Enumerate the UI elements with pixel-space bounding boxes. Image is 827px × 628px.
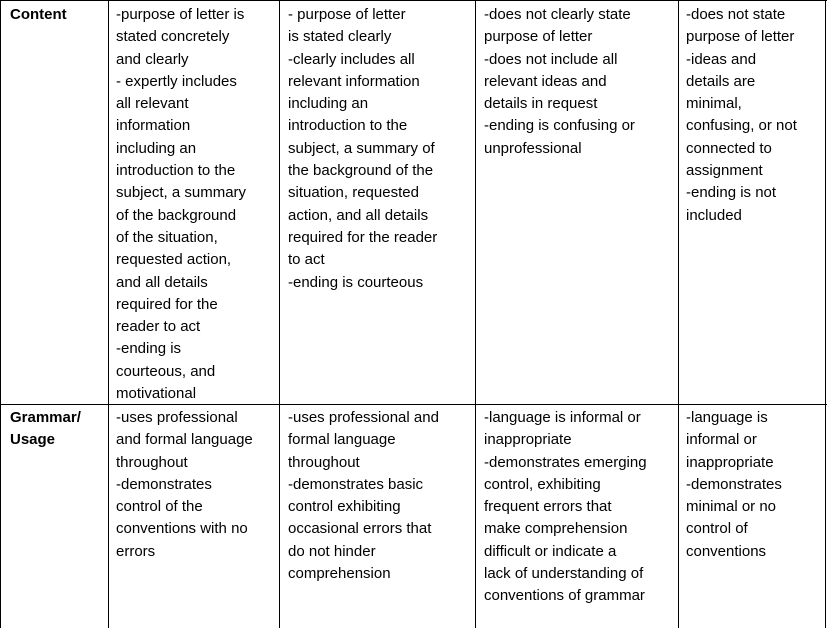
column-divider <box>678 0 679 628</box>
content-proficient-cell: - purpose of letter is stated clearly -clearly includes all relevant information including an introduction to the subject, a summary of the background of the situation, requested action, and all details required for the reader to act -ending is courteous <box>288 6 438 291</box>
grammar-exemplary-cell: -uses professional and formal language throughout -demonstrates control of the conventions with no errors <box>116 409 253 560</box>
grammar-developing-cell: -language is informal or inappropriate -demonstrates emerging control, exhibiting frequent errors that make comprehension difficult or indicate a lack of understanding of conventions of grammar <box>484 409 647 605</box>
table-border-left <box>0 0 1 628</box>
grammar-proficient-cell: -uses professional and formal language throughout -demonstrates basic control exhibiting occasional errors that do not hinder comprehension <box>288 409 439 583</box>
row-label-grammar-usage: Grammar/ Usage <box>10 409 81 449</box>
column-divider <box>475 0 476 628</box>
content-developing-cell: -does not clearly state purpose of letter -does not include all relevant ideas and details in request -ending is confusing or unprofessional <box>484 6 635 157</box>
table-border-top <box>0 0 827 1</box>
row-label-content: Content <box>10 6 67 23</box>
table-border-right <box>825 0 826 628</box>
content-exemplary-cell: -purpose of letter is stated concretely and clearly - expertly includes all relevant information including an introduction to the subject, a summary of the background of the situation, requested action, and all details required for the reader to act -ending is courteous, and motivational <box>116 6 247 403</box>
column-divider <box>108 0 109 628</box>
grammar-beginning-cell: -language is informal or inappropriate -demonstrates minimal or no control of conventions <box>686 409 782 560</box>
column-divider <box>279 0 280 628</box>
content-beginning-cell: -does not state purpose of letter -ideas and details are minimal, confusing, or not connected to assignment -ending is not included <box>686 6 797 224</box>
